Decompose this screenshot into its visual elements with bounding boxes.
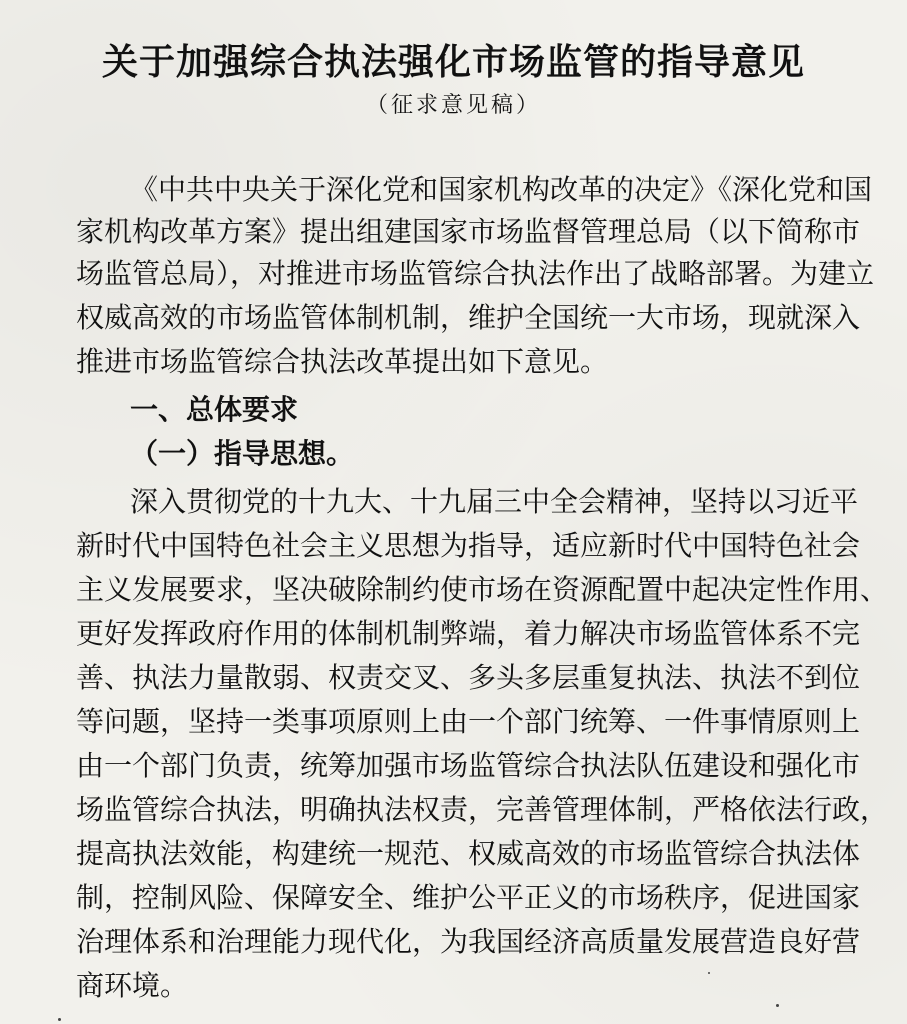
paragraph-line: 主义发展要求，坚决破除制约使市场在资源配置中起决定性作用、: [76, 573, 889, 606]
paragraph-line: 权威高效的市场监管体制机制，维护全国统一大市场，现就深入: [76, 301, 861, 334]
paragraph-line: 提高执法效能，构建统一规范、权威高效的市场监管综合执法体: [76, 837, 861, 870]
paragraph-line: 《中共中央关于深化党和国家机构改革的决定》《深化党和国: [130, 173, 873, 206]
section-heading: 一、总体要求: [130, 393, 299, 426]
paragraph-line: 商环境。: [76, 969, 189, 1002]
scan-speck: [708, 972, 710, 974]
document-title: 关于加强综合执法强化市场监管的指导意见: [101, 41, 805, 83]
document-subtitle: （征求意见稿）: [365, 93, 541, 118]
paragraph-line: 场监管综合执法，明确执法权责，完善管理体制，严格依法行政，: [76, 793, 889, 826]
paragraph-line: 场监管总局），对推进市场监管综合执法作出了战略部署。为建立: [76, 257, 875, 290]
paragraph-line: 治理体系和治理能力现代化，为我国经济高质量发展营造良好营: [76, 925, 861, 958]
paragraph-line: 由一个部门负责，统筹加强市场监管综合执法队伍建设和强化市: [76, 749, 861, 782]
scan-speck: [58, 1018, 61, 1021]
paragraph-line: 更好发挥政府作用的体制机制弊端，着力解决市场监管体系不完: [76, 617, 861, 650]
paragraph-line: 家机构改革方案》提出组建国家市场监督管理总局（以下简称市: [76, 215, 861, 248]
paragraph-line: 善、执法力量散弱、权责交叉、多头多层重复执法、执法不到位: [76, 661, 861, 694]
paragraph-line: 推进市场监管综合执法改革提出如下意见。: [76, 345, 609, 378]
subsection-heading: （一）指导思想。: [130, 437, 355, 470]
paragraph-line: 等问题，坚持一类事项原则上由一个部门统筹、一件事情原则上: [76, 705, 861, 738]
paragraph-line: 制，控制风险、保障安全、维护公平正义的市场秩序，促进国家: [76, 881, 861, 914]
scan-speck: [776, 1004, 779, 1007]
paragraph-line: 深入贯彻党的十九大、十九届三中全会精神，坚持以习近平: [130, 485, 859, 518]
paragraph-line: 新时代中国特色社会主义思想为指导，适应新时代中国特色社会: [76, 529, 861, 562]
